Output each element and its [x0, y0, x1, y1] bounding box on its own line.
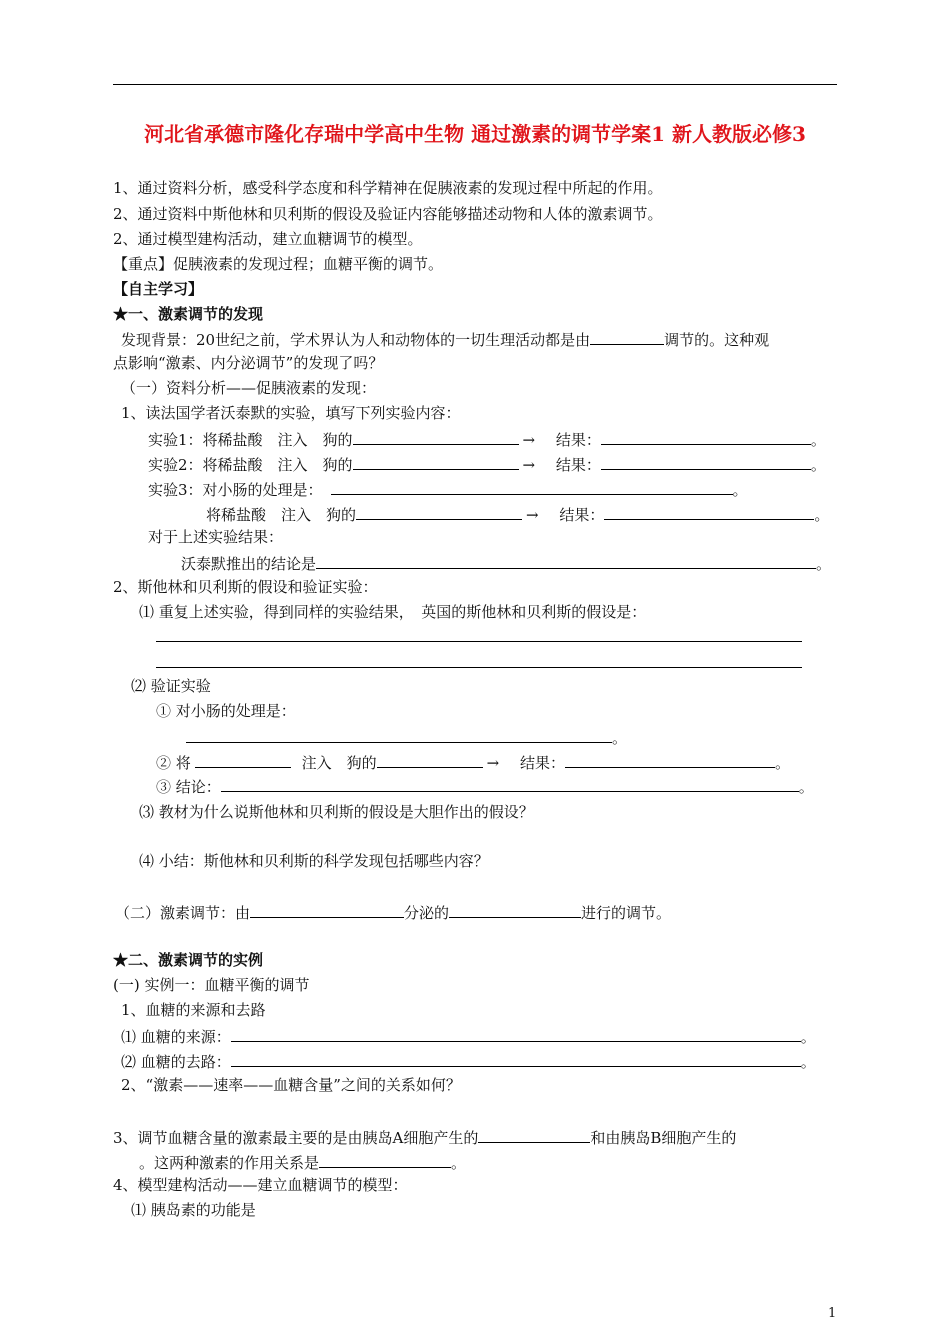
arrow-icon: →: [526, 506, 539, 524]
glucose-source-blank[interactable]: [231, 1025, 801, 1042]
question-2-2: ⑵ 验证实验: [131, 677, 211, 695]
period: 。: [814, 506, 830, 524]
arrow-icon: →: [486, 754, 500, 772]
question-2: 2、斯他林和贝利斯的假设和验证实验：: [113, 578, 378, 596]
arrow-icon: →: [522, 456, 536, 474]
header-rule: [113, 84, 837, 85]
section2-question-3-row: [113, 1126, 736, 1148]
conclusion-row: [181, 552, 831, 574]
glucose-sink-label: ⑵ 血糖的去路：: [121, 1053, 231, 1071]
period: 。: [798, 778, 814, 796]
question-2-2c-row: [156, 775, 814, 797]
glucagon-blank[interactable]: [478, 1126, 590, 1143]
q3-text-b: 和由胰岛B细胞产生的: [590, 1129, 737, 1147]
objective-3: 2、通过模型建构活动，建立血糖调节的模型。: [113, 230, 423, 248]
question-2-3: ⑶ 教材为什么说斯他林和贝利斯的假设是大胆作出的假设？: [139, 803, 534, 821]
answer-line-1[interactable]: [156, 641, 802, 642]
verify-result-blank[interactable]: [565, 751, 775, 768]
arrow-icon: →: [522, 431, 536, 449]
inject-substance-blank[interactable]: [195, 751, 291, 768]
hormone-regulation-row: [115, 901, 671, 923]
q3-text-c: 。这两种激素的作用关系是: [139, 1154, 320, 1172]
conclusion-label: 沃泰默推出的结论是: [181, 555, 317, 573]
hormone-regulation-a: （二）激素调节：由: [115, 904, 251, 922]
background-blank[interactable]: [590, 328, 664, 345]
glucose-sink-blank[interactable]: [231, 1050, 801, 1067]
conclusion-2-label: ③ 结论：: [156, 778, 221, 796]
experiment-3b-label: 将稀盐酸 注入 狗的: [206, 506, 357, 524]
inject-dog-label: 注入 狗的: [301, 754, 377, 772]
inject-label: ② 将: [156, 754, 191, 772]
result-label: 结果：: [559, 506, 605, 524]
section2-question-4-1: ⑴ 胰岛素的功能是: [131, 1201, 256, 1219]
intestine-treatment-blank[interactable]: [186, 726, 612, 743]
objective-1: 1、通过资料分析，感受科学态度和科学精神在促胰液素的发现过程中所起的作用。: [113, 179, 663, 197]
experiment-3-row: [148, 478, 748, 500]
question-2-2b-row: [156, 751, 790, 773]
background-line-2: 点影响“激素、内分泌调节”的发现了吗？: [113, 354, 384, 372]
hormone-relation-blank[interactable]: [319, 1151, 451, 1168]
example-1: (一) 实例一：血糖平衡的调节: [113, 976, 310, 994]
experiment-3b-row: [206, 503, 829, 525]
section2-question-3-row2: [139, 1151, 466, 1173]
experiment-1-blank[interactable]: [353, 428, 519, 445]
section1-heading: ★一、激素调节的发现: [113, 305, 264, 323]
glucose-source-label: ⑴ 血糖的来源：: [121, 1028, 231, 1046]
background-line-1: [121, 328, 769, 350]
experiment-1-row: [148, 428, 826, 450]
question-2-1: ⑴ 重复上述实验，得到同样的实验结果， 英国的斯他林和贝利斯的假设是：: [139, 603, 647, 621]
hormone-regulation-c: 进行的调节。: [581, 904, 672, 922]
glucose-source-row: [121, 1025, 816, 1047]
period: 。: [810, 431, 826, 449]
page-title: 河北省承德市隆化存瑞中学高中生物 通过激素的调节学案1 新人教版必修3: [144, 122, 806, 146]
experiment-1-result-blank[interactable]: [601, 428, 811, 445]
conclusion-2-blank[interactable]: [221, 775, 799, 792]
section2-heading: ★二、激素调节的实例: [113, 951, 264, 969]
result-label: 结果：: [555, 431, 601, 449]
experiment-2-row: [148, 453, 826, 475]
period: 。: [451, 1154, 467, 1172]
subsection-data-analysis: （一）资料分析——促胰液素的发现：: [121, 379, 377, 397]
experiment-1-label: 实验1：将稀盐酸 注入 狗的: [148, 431, 353, 449]
secreted-by-blank[interactable]: [250, 901, 404, 918]
period: 。: [800, 1028, 816, 1046]
period: 。: [732, 481, 748, 499]
experiment-2-result-blank[interactable]: [601, 453, 811, 470]
intestine-treatment-row: [186, 726, 627, 748]
question-1: 1、读法国学者沃泰默的实验，填写下列实验内容：: [121, 404, 461, 422]
q3-text-a: 3、调节血糖含量的激素最主要的是由胰岛A细胞产生的: [113, 1129, 479, 1147]
period: 。: [816, 555, 832, 573]
period: 。: [774, 754, 790, 772]
period: 。: [800, 1053, 816, 1071]
experiment-3-blank[interactable]: [331, 478, 733, 495]
experiment-3-label: 实验3：对小肠的处理是：: [148, 481, 323, 499]
page-number: 1: [828, 1306, 837, 1321]
glucose-sink-row: [121, 1050, 816, 1072]
hormone-regulation-b: 分泌的: [404, 904, 450, 922]
objective-2: 2、通过资料中斯他林和贝利斯的假设及验证内容能够描述动物和人体的激素调节。: [113, 205, 663, 223]
section2-question-4: 4、模型建构活动——建立血糖调节的模型：: [113, 1176, 408, 1194]
key-point: 【重点】促胰液素的发现过程；血糖平衡的调节。: [113, 255, 444, 273]
inject-dog-blank[interactable]: [377, 751, 483, 768]
section2-question-1: 1、血糖的来源和去路: [121, 1001, 266, 1019]
section2-question-2: 2、“激素——速率——血糖含量”之间的关系如何？: [121, 1076, 461, 1094]
secreted-substance-blank[interactable]: [449, 901, 581, 918]
experiment-2-label: 实验2：将稀盐酸 注入 狗的: [148, 456, 353, 474]
conclusion-blank[interactable]: [316, 552, 816, 569]
for-results-label: 对于上述实验结果：: [148, 528, 284, 546]
period: 。: [612, 729, 628, 747]
experiment-3b-blank[interactable]: [356, 503, 522, 520]
experiment-2-blank[interactable]: [353, 453, 519, 470]
answer-line-2[interactable]: [156, 667, 802, 668]
experiment-3b-result-blank[interactable]: [604, 503, 814, 520]
result-label: 结果：: [555, 456, 601, 474]
background-text-a: 发现背景：20世纪之前，学术界认为人和动物体的一切生理活动都是由: [121, 331, 591, 349]
background-text-b: 调节的。这种观: [664, 331, 770, 349]
question-2-4: ⑷ 小结：斯他林和贝利斯的科学发现包括哪些内容？: [139, 852, 489, 870]
self-study-heading: 【自主学习】: [113, 280, 204, 298]
result-label: 结果：: [519, 754, 565, 772]
question-2-2a: ① 对小肠的处理是：: [156, 702, 296, 720]
period: 。: [810, 456, 826, 474]
